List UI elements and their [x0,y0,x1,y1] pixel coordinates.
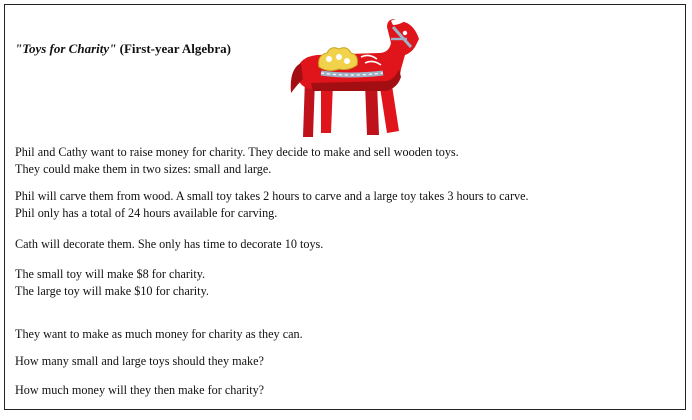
paragraph-carving [15,188,529,222]
title-name: "Toys for Charity" [15,41,117,56]
text-line: They want to make as much money for charity as they can. [15,327,303,341]
worksheet-frame [4,4,686,410]
text-line: How many small and large toys should they make? [15,354,264,368]
text-line: They could make them in two sizes: small and large. [15,162,272,176]
text-line: Cath will decorate them. She only has time to decorate 10 toys. [15,237,324,251]
title-course: (First-year Algebra) [116,41,231,56]
paragraph-prices [15,266,209,300]
paragraph-decorating [15,236,323,253]
question-how-many [15,353,264,370]
question-how-much [15,382,264,399]
text-line: How much money will they then make for charity? [15,383,265,397]
text-line: The large toy will make $10 for charity. [15,284,209,298]
text-line: Phil only has a total of 24 hours available for carving. [15,206,278,220]
paragraph-goal [15,326,303,343]
text-line: The small toy will make $8 for charity. [15,267,206,281]
text-line: Phil and Cathy want to raise money for charity. They decide to make and sell wooden toys. [15,145,459,159]
worksheet-title [15,41,231,57]
text-line: Phil will carve them from wood. A small toy takes 2 hours to carve and a large toy takes 3 hours to carve. [15,189,529,203]
dala-horse-icon [287,13,427,141]
paragraph-intro [15,144,459,178]
